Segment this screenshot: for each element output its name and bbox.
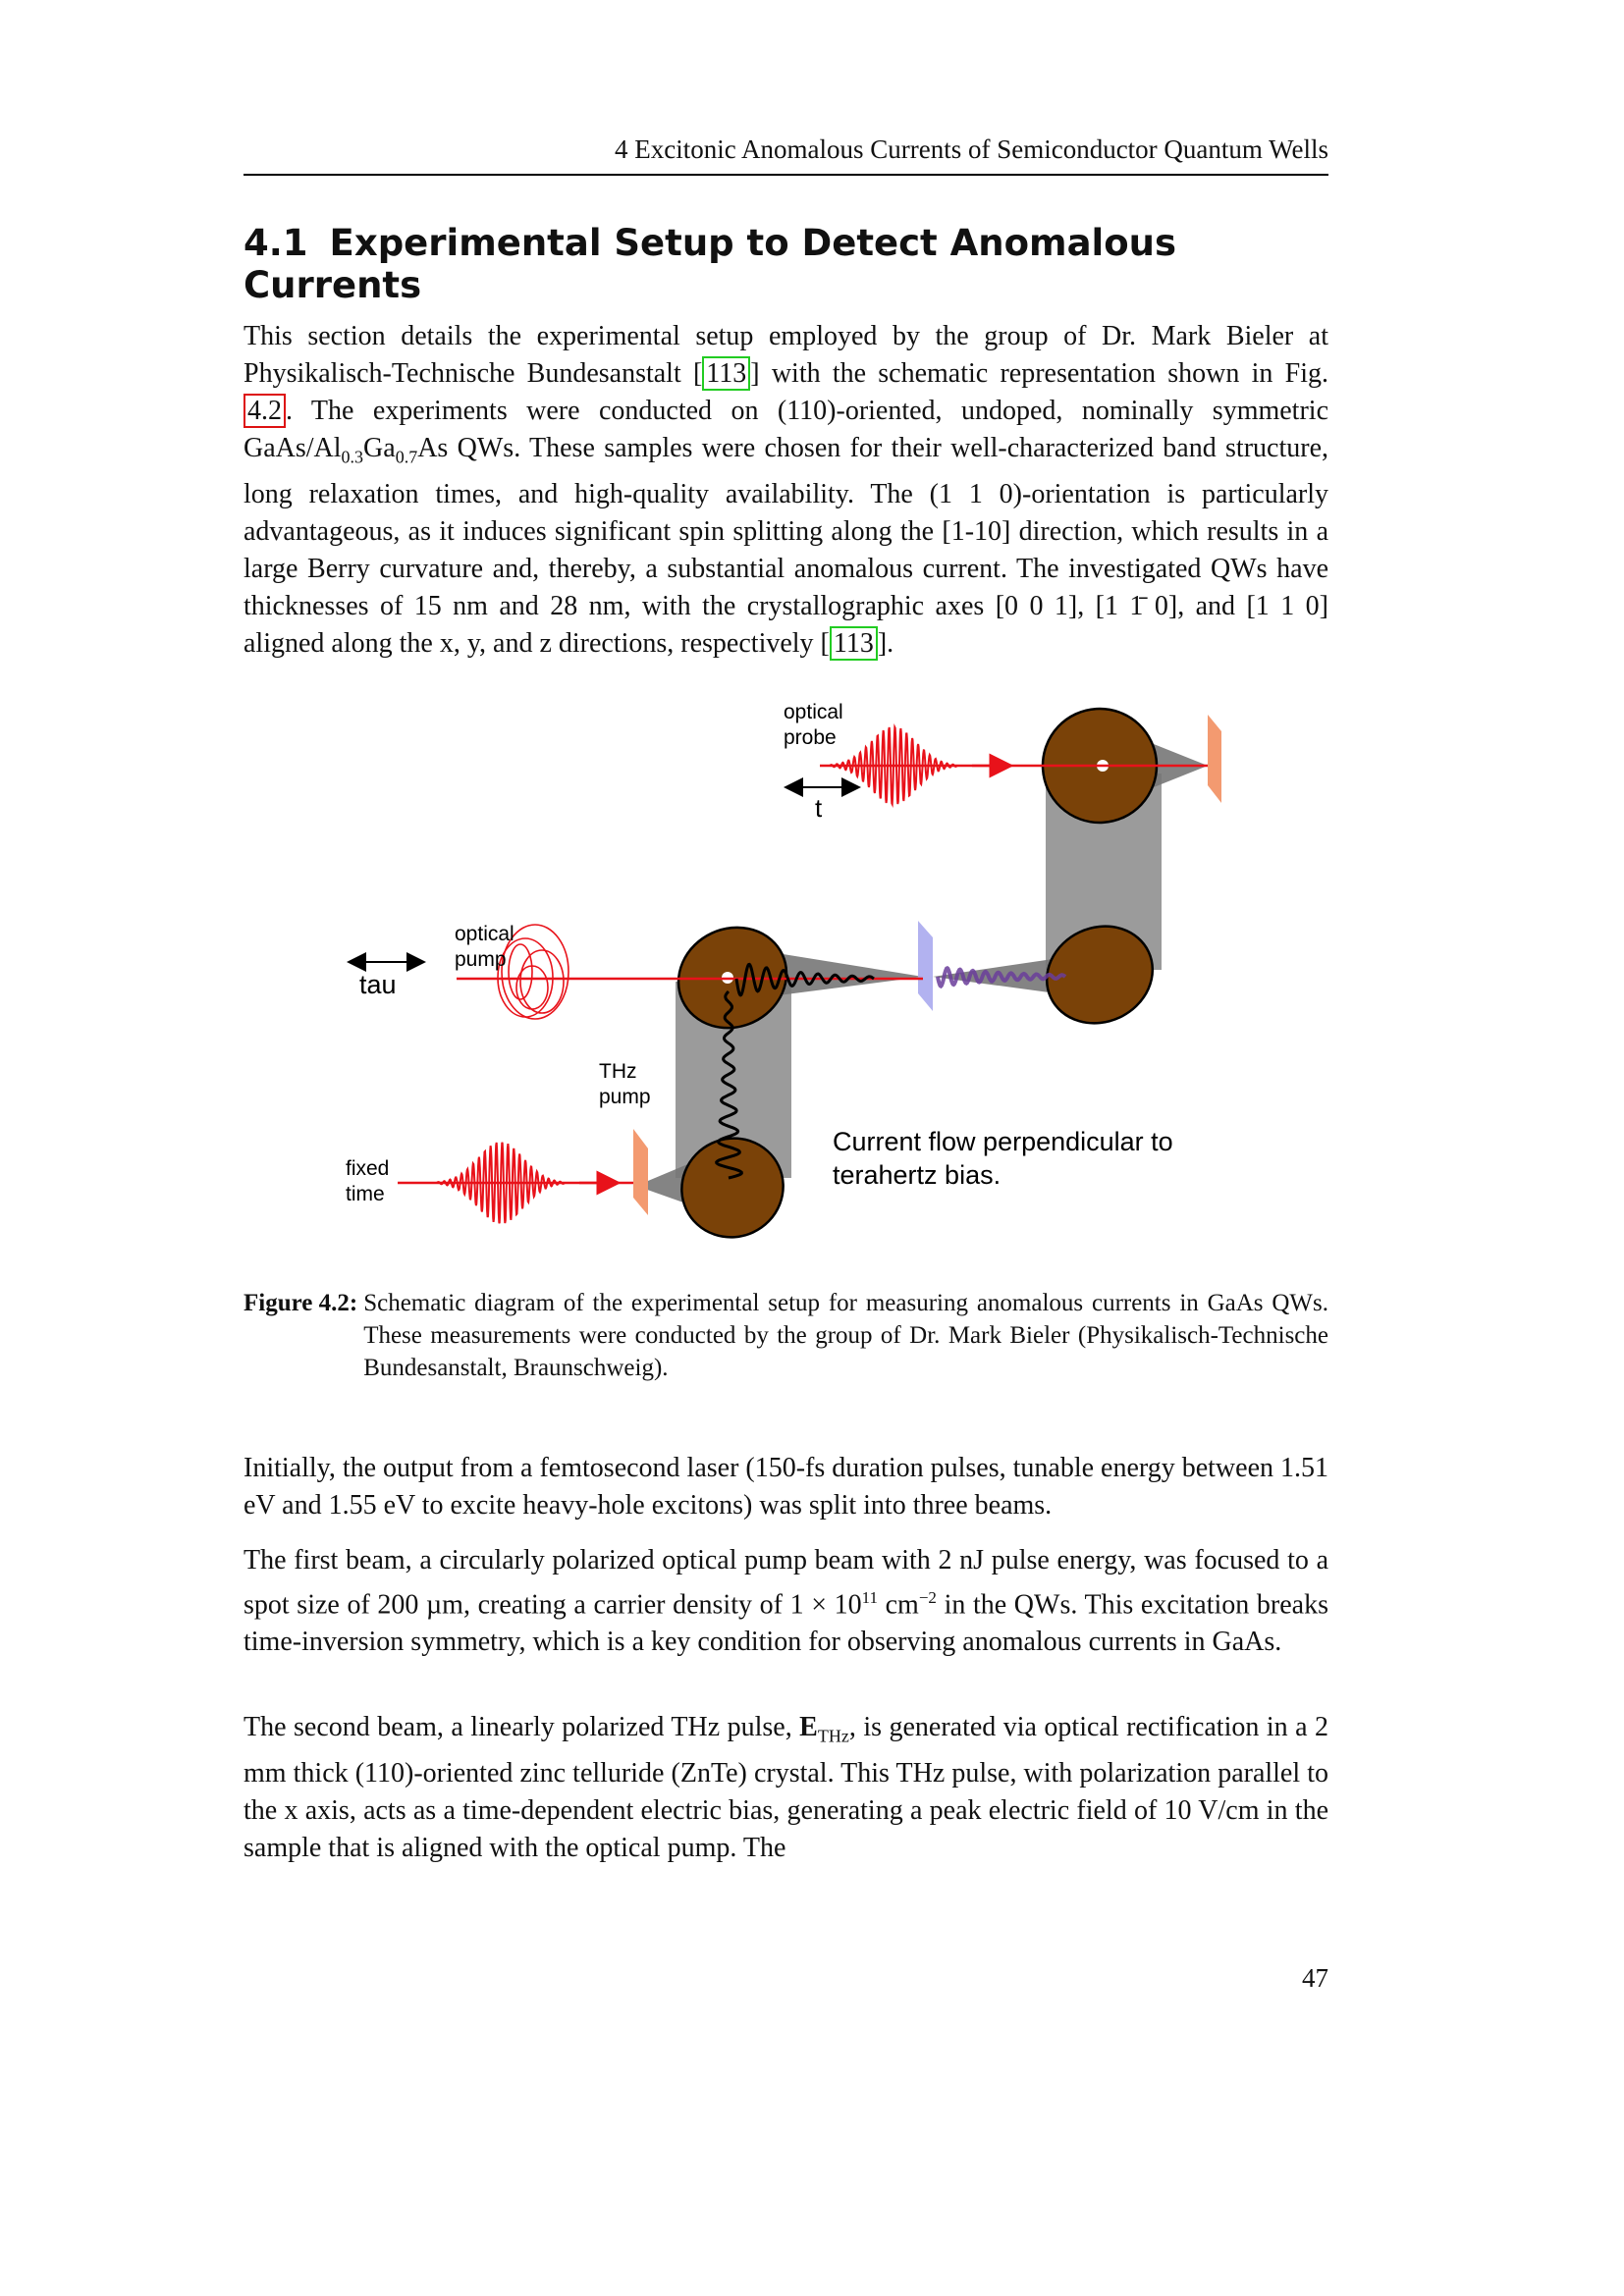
label-t: t <box>815 793 823 823</box>
text-run: This section details the experimental setup employed by the group of Dr. Mark Bieler at Physikalisch-Technische Bundesanstalt [ <box>244 321 1328 389</box>
text-run: The second beam, a linearly polarized THz pulse, <box>244 1712 800 1742</box>
citation-link[interactable]: 113 <box>702 356 750 391</box>
figure-caption <box>244 1287 1328 1384</box>
subscript: 0.7 <box>395 447 418 467</box>
label-optical-probe-1: optical <box>784 701 843 723</box>
label-thz-pump-2: pump <box>599 1086 651 1108</box>
caption-label: Figure 4.2: <box>244 1290 358 1316</box>
label-current-flow-2: terahertz bias. <box>833 1160 1001 1190</box>
paragraph-laser: Initially, the output from a femtosecond laser (150-fs duration pulses, tunable energy between 1.51 eV and 1.55 eV to excite heavy-hole excitons) was split into three beams. <box>244 1453 1328 1521</box>
section-number: 4.1 <box>244 222 308 264</box>
figure-setup-diagram <box>324 687 1257 1276</box>
citation-link[interactable]: 113 <box>830 626 878 661</box>
beam-cone-center <box>771 952 923 996</box>
setup-diagram-svg <box>324 687 1257 1276</box>
label-thz-pump-1: THz <box>599 1060 637 1083</box>
subscript: 0.3 <box>341 447 364 467</box>
label-optical-pump-2: pump <box>455 948 507 971</box>
label-current-flow-1: Current flow perpendicular to <box>833 1127 1173 1156</box>
crystal-probe <box>1208 715 1221 803</box>
text-run: ]. <box>877 627 894 659</box>
bold-symbol: E <box>799 1712 818 1742</box>
label-fixed-time-2: time <box>346 1183 385 1205</box>
text-run: As QWs. These samples were chosen for their well-characterized band structure, long relaxation times, and high-quality availability. The (1 1 0)-orientation is particularly advantageous, as it induces significant spin splitting along the [1-10] direction, which results in a large Berry curvature and, thereby, a substantial anomalous current. The investigated QWs have thicknesses of 15 nm and 28 nm, with the crystallographic axes [0 0 1], [1 1̄ 0], and [1 1 0] aligned along the x, y, and z directions, respectively [ <box>244 433 1328 659</box>
label-optical-probe-2: probe <box>784 726 837 749</box>
paragraph-second-beam <box>244 1709 1328 1867</box>
figure-reference-link[interactable]: 4.2 <box>244 394 286 428</box>
paragraph-first-beam <box>244 1542 1328 1661</box>
text-run: in the QWs. This excitation breaks time-inversion symmetry, which is a key condition for observing anomalous currents in GaAs. <box>244 1589 1328 1658</box>
subscript: THz <box>817 1726 849 1746</box>
crystal-thz <box>633 1129 648 1215</box>
running-header: 4 Excitonic Anomalous Currents of Semiconductor Quantum Wells <box>244 134 1328 176</box>
superscript: −2 <box>918 1588 937 1607</box>
text-run: The first beam, a circularly polarized optical pump beam with 2 nJ pulse energy, was focused to a spot size of 200 µm, creating a carrier density of 1 × 10 <box>244 1545 1328 1621</box>
paragraph-intro <box>244 318 1328 663</box>
text-run: ] with the schematic representation shown in Fig. <box>750 358 1328 389</box>
text-run: cm <box>878 1589 919 1621</box>
section-title-text: Experimental Setup to Detect Anomalous Currents <box>244 222 1177 306</box>
text-run: . The experiments were conducted on (110)-oriented, undoped, nominally symmetric GaAs/Al <box>244 396 1328 463</box>
label-tau: tau <box>359 970 397 999</box>
label-optical-pump-1: optical <box>455 923 514 945</box>
label-fixed-time-1: fixed <box>346 1157 390 1180</box>
section-title <box>244 222 1328 306</box>
detector-plate <box>918 921 933 1011</box>
superscript: 11 <box>861 1588 878 1607</box>
page-number: 47 <box>1302 1963 1328 1993</box>
caption-text: Schematic diagram of the experimental setup for measuring anomalous currents in GaAs QWs. These measurements were conducted by the group of Dr. Mark Bieler (Physikalisch-Technische Bundesanstalt, Braunschweig). <box>363 1290 1328 1381</box>
text-run: , is generated via optical rectification in a 2 mm thick (110)-oriented zinc telluride (ZnTe) crystal. This THz pulse, with polarization parallel to the x axis, acts as a time-dependent electric bias, generating a peak electric field of 10 V/cm in the sample that is aligned with the optical pump. The <box>244 1712 1328 1863</box>
text-run: Ga <box>363 433 396 463</box>
